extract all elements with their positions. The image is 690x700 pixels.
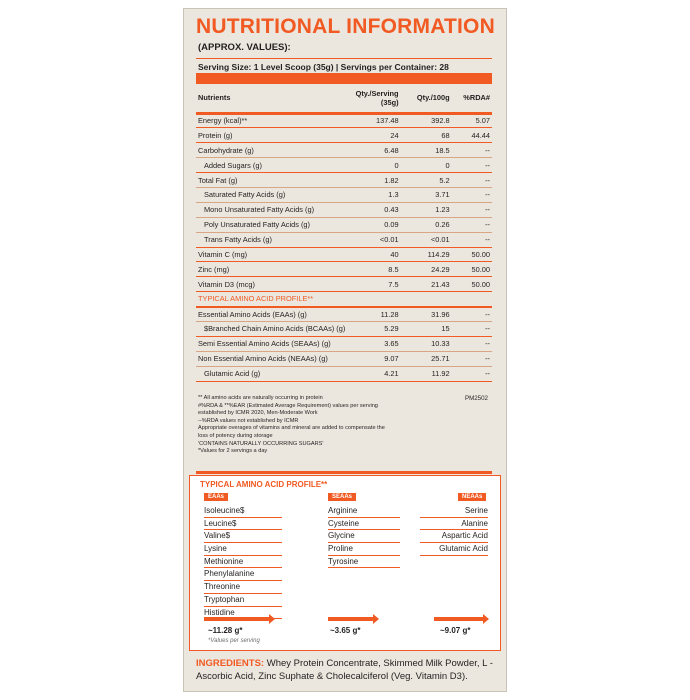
list-item: Isoleucine$ <box>204 505 282 518</box>
footnote-line: established by ICMR 2020, Men-Moderate Work <box>198 410 318 417</box>
table-row <box>196 173 492 188</box>
footnotes <box>198 395 488 456</box>
table-row <box>196 217 492 232</box>
per-serving-value: 11.28 <box>354 307 401 322</box>
nutrient-name: $Branched Chain Amino Acids (BCAAs) (g) <box>196 321 354 336</box>
rda-value: -- <box>452 336 492 351</box>
list-item: Valine$ <box>204 530 282 543</box>
list-item: Tyrosine <box>328 556 400 569</box>
header-per-serving-line1: Qty./Serving <box>355 88 399 98</box>
table-row <box>196 336 492 351</box>
neaas-total: ~9.07 g* <box>440 626 471 635</box>
per-100g-value: 114.29 <box>401 247 452 262</box>
footnote-line: *Values for 2 servings a day <box>198 448 268 455</box>
amino-profile-title: TYPICAL AMINO ACID PROFILE** <box>200 480 328 489</box>
rda-value: 50.00 <box>452 247 492 262</box>
table-row <box>196 158 492 173</box>
rda-value: -- <box>452 307 492 322</box>
rda-value: -- <box>452 202 492 217</box>
table-row <box>196 232 492 247</box>
per-100g-value: 21.43 <box>401 277 452 292</box>
per-100g-value: 0 <box>401 158 452 173</box>
eaas-total: ~11.28 g* <box>208 626 243 635</box>
ingredients <box>196 657 500 683</box>
table-row <box>196 351 492 366</box>
per-100g-value: <0.01 <box>401 232 452 247</box>
amino-profile-box <box>189 475 501 651</box>
table-row <box>196 113 492 128</box>
nutrient-name: Mono Unsaturated Fatty Acids (g) <box>196 202 354 217</box>
header-per-100g: Qty./100g <box>401 84 452 113</box>
per-serving-value: 1.82 <box>354 173 401 188</box>
rda-value: -- <box>452 217 492 232</box>
header-per-serving <box>354 84 401 113</box>
divider <box>196 471 492 474</box>
footnote-line: loss of potency during storage <box>198 432 273 439</box>
rda-value: -- <box>452 187 492 202</box>
per-serving-value: 0.09 <box>354 217 401 232</box>
neaas-arrow <box>434 617 484 621</box>
footnote-line: #%RDA & **%EAR (Estimated Average Requirement) values per serving <box>198 402 378 409</box>
footnote-line: --%RDA values not established by ICMR <box>198 417 299 424</box>
panel-subtitle: (APPROX. VALUES): <box>198 42 291 53</box>
nutrient-name: Vitamin C (mg) <box>196 247 354 262</box>
table-row <box>196 128 492 143</box>
list-item: Aspartic Acid <box>420 530 488 543</box>
list-item: Phenylalanine <box>204 568 282 581</box>
seaas-total: ~3.65 g* <box>330 626 361 635</box>
per-100g-value: 25.71 <box>401 351 452 366</box>
list-item: Serine <box>420 505 488 518</box>
panel-title: NUTRITIONAL INFORMATION <box>196 15 495 38</box>
nutrient-name: Trans Fatty Acids (g) <box>196 232 354 247</box>
footnote-line: Appropriate overages of vitamins and mineral are added to compensate the <box>198 425 385 432</box>
table-row <box>196 277 492 292</box>
list-item: Arginine <box>328 505 400 518</box>
per-100g-value: 5.2 <box>401 173 452 188</box>
table-row <box>196 366 492 381</box>
list-item: Glutamic Acid <box>420 543 488 556</box>
amino-section-label: TYPICAL AMINO ACID PROFILE** <box>196 292 492 307</box>
eaas-arrow <box>204 617 270 621</box>
nutrient-name: Poly Unsaturated Fatty Acids (g) <box>196 217 354 232</box>
list-item: Alanine <box>420 518 488 531</box>
per-serving-value: 0 <box>354 158 401 173</box>
product-code: PM2502 <box>464 395 488 402</box>
rda-value: 44.44 <box>452 128 492 143</box>
rda-value: -- <box>452 232 492 247</box>
rda-value: -- <box>452 366 492 381</box>
header-bar <box>196 73 492 84</box>
nutrient-name: Glutamic Acid (g) <box>196 366 354 381</box>
neaas-label: NEAAs <box>458 493 486 501</box>
per-100g-value: 3.71 <box>401 187 452 202</box>
per-100g-value: 18.5 <box>401 143 452 158</box>
rda-value: -- <box>452 321 492 336</box>
amino-section-row <box>196 292 492 307</box>
list-item: Proline <box>328 543 400 556</box>
table-row <box>196 307 492 322</box>
footnote-line: ** All amino acids are naturally occurring in protein <box>198 395 323 401</box>
header-rda: %RDA# <box>452 84 492 113</box>
header-nutrients: Nutrients <box>196 84 354 113</box>
per-serving-value: 40 <box>354 247 401 262</box>
per-serving-value: 6.48 <box>354 143 401 158</box>
list-item: Glycine <box>328 530 400 543</box>
values-per-serving-note: *Values per serving <box>208 638 260 644</box>
serving-info: Serving Size: 1 Level Scoop (35g) | Servings per Container: 28 <box>198 62 449 72</box>
seaas-label: SEAAs <box>328 493 356 501</box>
per-serving-value: 5.29 <box>354 321 401 336</box>
nutrient-name: Added Sugars (g) <box>196 158 354 173</box>
table-row <box>196 143 492 158</box>
rda-value: -- <box>452 351 492 366</box>
eaas-label: EAAs <box>204 493 228 501</box>
list-item: Methionine <box>204 556 282 569</box>
list-item: Leucine$ <box>204 518 282 531</box>
nutrition-panel <box>183 8 507 692</box>
per-100g-value: 68 <box>401 128 452 143</box>
table-header <box>196 84 492 113</box>
per-100g-value: 0.26 <box>401 217 452 232</box>
nutrient-name: Zinc (mg) <box>196 262 354 277</box>
divider <box>196 58 492 59</box>
per-serving-value: 0.43 <box>354 202 401 217</box>
nutrient-name: Saturated Fatty Acids (g) <box>196 187 354 202</box>
list-item: Threonine <box>204 581 282 594</box>
rda-value: -- <box>452 173 492 188</box>
table-row <box>196 262 492 277</box>
list-item: Cysteine <box>328 518 400 531</box>
nutrient-name: Essential Amino Acids (EAAs) (g) <box>196 307 354 322</box>
per-serving-value: 24 <box>354 128 401 143</box>
per-100g-value: 10.33 <box>401 336 452 351</box>
table-row <box>196 187 492 202</box>
nutrient-name: Non Essential Amino Acids (NEAAs) (g) <box>196 351 354 366</box>
table-row <box>196 247 492 262</box>
ingredients-label: INGREDIENTS: <box>196 658 265 669</box>
header-per-serving-line2: (35g) <box>380 97 399 107</box>
list-item: Tryptophan <box>204 594 282 607</box>
per-serving-value: 3.65 <box>354 336 401 351</box>
ingredients-text: Whey Protein Concentrate, Skimmed Milk Powder, L - Ascorbic Acid, Zinc Suphate & Cholecalciferol (Veg. Vitamin D3). <box>196 658 493 682</box>
per-serving-value: 137.48 <box>354 113 401 128</box>
per-100g-value: 1.23 <box>401 202 452 217</box>
per-serving-value: 8.5 <box>354 262 401 277</box>
per-100g-value: 11.92 <box>401 366 452 381</box>
per-100g-value: 24.29 <box>401 262 452 277</box>
eaas-list <box>204 505 282 619</box>
rda-value: 50.00 <box>452 262 492 277</box>
nutrient-name: Carbohydrate (g) <box>196 143 354 158</box>
rda-value: -- <box>452 143 492 158</box>
nutrient-name: Total Fat (g) <box>196 173 354 188</box>
seaas-arrow <box>328 617 374 621</box>
nutrition-table <box>196 84 492 382</box>
nutrient-name: Vitamin D3 (mcg) <box>196 277 354 292</box>
list-item: Histidine <box>204 607 282 620</box>
table-row <box>196 321 492 336</box>
rda-value: 50.00 <box>452 277 492 292</box>
footnote-line: 'CONTAINS NATURALLY OCCURRING SUGARS' <box>198 440 324 447</box>
per-serving-value: 9.07 <box>354 351 401 366</box>
per-serving-value: <0.01 <box>354 232 401 247</box>
list-item: Lysine <box>204 543 282 556</box>
per-100g-value: 15 <box>401 321 452 336</box>
per-100g-value: 31.96 <box>401 307 452 322</box>
per-serving-value: 7.5 <box>354 277 401 292</box>
table-row <box>196 202 492 217</box>
rda-value: -- <box>452 158 492 173</box>
per-100g-value: 392.8 <box>401 113 452 128</box>
neaas-list <box>420 505 488 556</box>
per-serving-value: 4.21 <box>354 366 401 381</box>
rda-value: 5.07 <box>452 113 492 128</box>
per-serving-value: 1.3 <box>354 187 401 202</box>
seaas-list <box>328 505 400 568</box>
nutrient-name: Energy (kcal)** <box>196 113 354 128</box>
nutrient-name: Protein (g) <box>196 128 354 143</box>
nutrient-name: Semi Essential Amino Acids (SEAAs) (g) <box>196 336 354 351</box>
